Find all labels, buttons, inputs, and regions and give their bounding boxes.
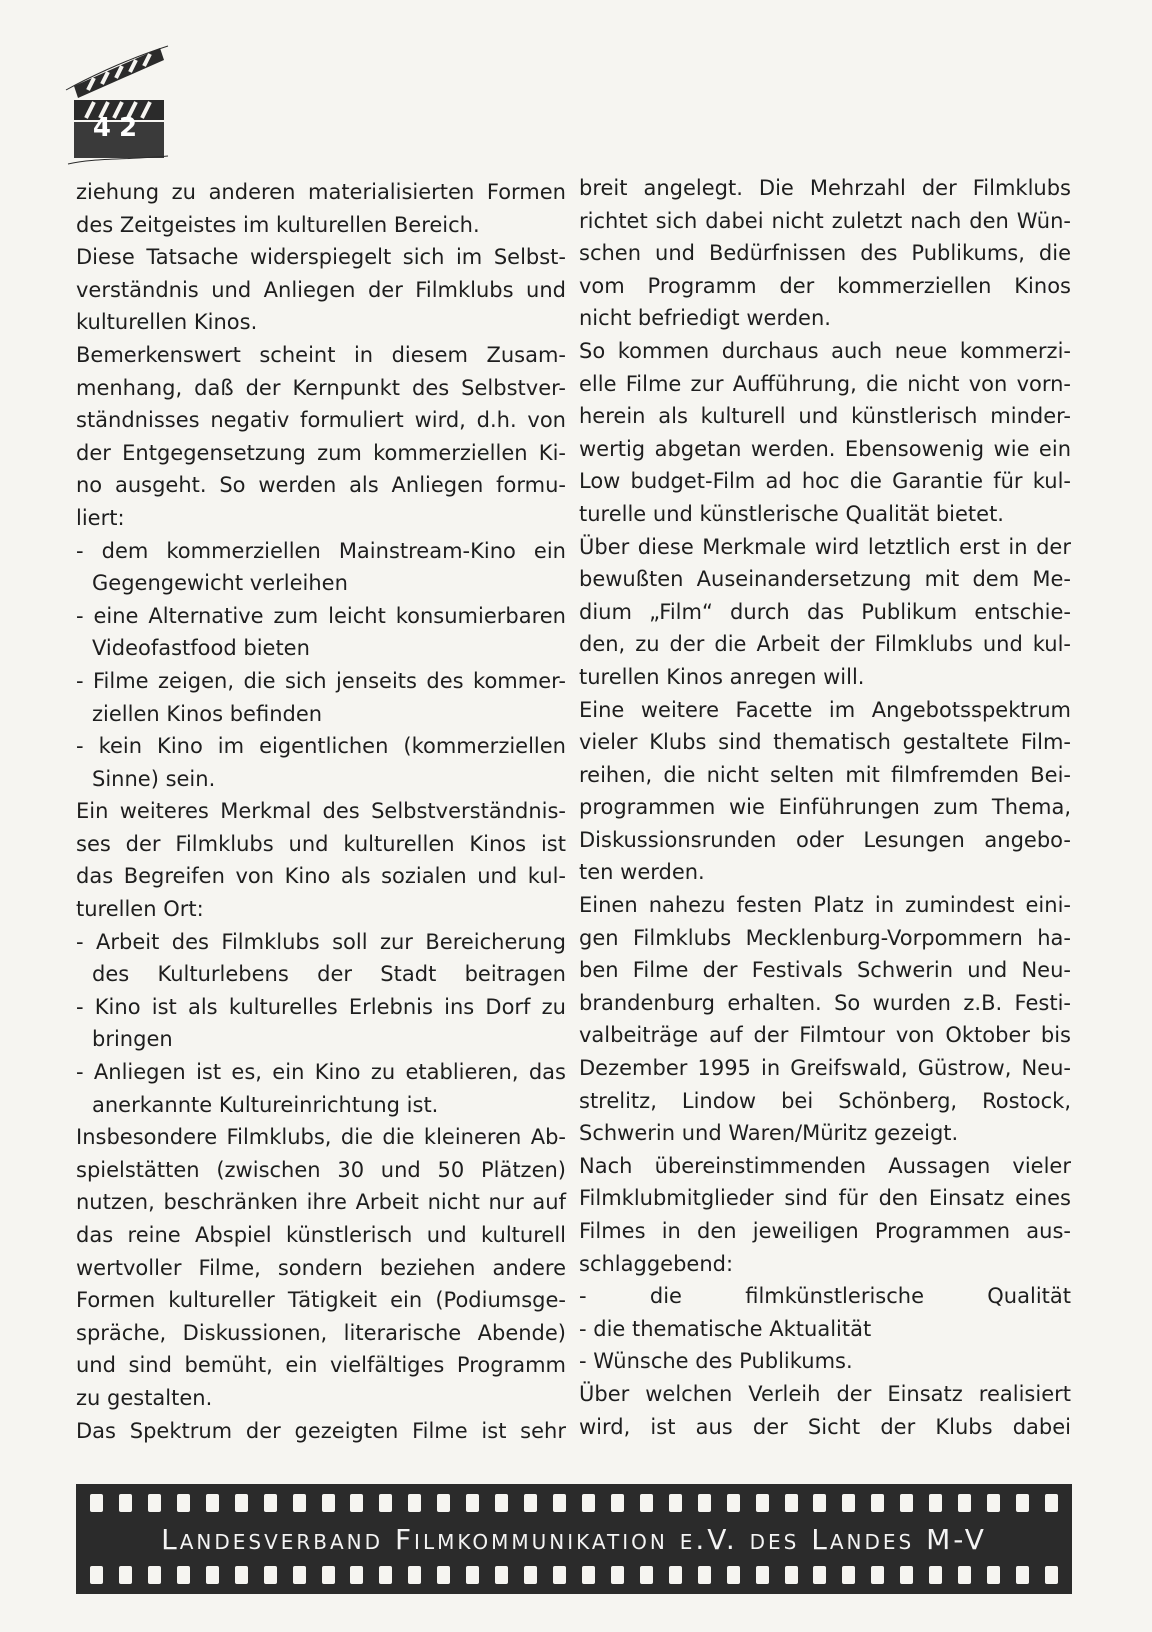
- text-line: kulturellen Kinos.: [76, 310, 258, 335]
- film-hole: [582, 1494, 595, 1512]
- film-hole: [119, 1494, 132, 1512]
- text-line: dium „Film“ durch das Publikum entschie-: [579, 599, 1071, 624]
- text-line: reihen, die nicht selten mit filmfremden Bei-: [579, 762, 1071, 787]
- film-hole: [1016, 1494, 1029, 1512]
- film-hole: [553, 1566, 566, 1584]
- text-line: turelle und künstlerische Qualität bietet.: [579, 501, 1004, 526]
- text-line: So kommen durchaus auch neue kommerzi-: [579, 338, 1071, 363]
- text-line: Filmes in den jeweiligen Programmen aus-: [579, 1219, 1071, 1243]
- text-line: ziehung zu anderen materialisierten Formen: [76, 180, 566, 204]
- film-hole: [119, 1566, 132, 1584]
- film-hole: [813, 1494, 826, 1512]
- text-line: breit angelegt. Die Mehrzahl der Filmklubs: [579, 176, 1071, 200]
- text-line: Über diese Merkmale wird letztlich erst in der: [579, 534, 1071, 559]
- film-hole: [900, 1494, 913, 1512]
- text-line: brandenburg erhalten. So wurden z.B. Festi-: [579, 990, 1071, 1015]
- film-hole: [669, 1566, 682, 1584]
- film-hole: [727, 1566, 740, 1584]
- film-hole: [235, 1566, 248, 1584]
- film-hole: [177, 1494, 190, 1512]
- film-hole: [1045, 1494, 1058, 1512]
- film-hole: [929, 1494, 942, 1512]
- text-line: wird, ist aus der Sicht der Klubs dabei: [579, 1414, 1071, 1439]
- film-hole: [987, 1494, 1000, 1512]
- film-hole: [177, 1566, 190, 1584]
- text-line: strelitz, Lindow bei Schönberg, Rostock,: [579, 1088, 1071, 1113]
- film-hole: [669, 1494, 682, 1512]
- text-line: - Kino ist als kulturelles Erlebnis ins Dorf zu: [76, 994, 566, 1019]
- text-line: Sinne) sein.: [92, 766, 216, 791]
- clapperboard-icon: [64, 30, 174, 170]
- film-hole: [842, 1494, 855, 1512]
- text-line: Bemerkenswert scheint in diesem Zusam-: [76, 342, 566, 367]
- text-line: Diese Tatsache widerspiegelt sich im Selbst-: [76, 245, 566, 270]
- text-line: liert:: [76, 505, 125, 530]
- text-line: vieler Klubs sind thematisch gestaltete Film-: [579, 730, 1071, 755]
- film-hole: [437, 1494, 450, 1512]
- film-hole: [437, 1566, 450, 1584]
- film-hole: [206, 1494, 219, 1512]
- film-hole: [524, 1494, 537, 1512]
- text-line: den, zu der die Arbeit der Filmklubs und kul-: [579, 632, 1071, 657]
- film-hole: [293, 1566, 306, 1584]
- film-hole: [611, 1494, 624, 1512]
- film-hole: [871, 1494, 884, 1512]
- text-line: - eine Alternative zum leicht konsumierbaren: [76, 603, 566, 628]
- film-hole: [582, 1566, 595, 1584]
- film-hole: [466, 1494, 479, 1512]
- text-line: Schwerin und Waren/Müritz gezeigt.: [579, 1121, 959, 1146]
- film-hole: [206, 1566, 219, 1584]
- text-line: schen und Bedürfnissen des Publikums, die: [579, 241, 1071, 266]
- film-hole: [842, 1566, 855, 1584]
- text-line: zu gestalten.: [76, 1385, 213, 1410]
- text-line: das reine Abspiel künstlerisch und kulturell: [76, 1223, 566, 1247]
- text-line: turellen Ort:: [76, 897, 204, 922]
- text-line: spielstätten (zwischen 30 und 50 Plätzen): [76, 1157, 566, 1182]
- film-hole: [871, 1566, 884, 1584]
- text-line: das Begreifen von Kino als sozialen und kul-: [76, 864, 566, 889]
- text-line: - Anliegen ist es, ein Kino zu etablieren, das: [76, 1060, 566, 1085]
- text-line: Eine weitere Facette im Angebotsspektrum: [579, 697, 1071, 722]
- text-line: - dem kommerziellen Mainstream-Kino ein: [76, 538, 566, 563]
- film-hole: [350, 1566, 363, 1584]
- film-hole: [408, 1566, 421, 1584]
- film-hole: [148, 1566, 161, 1584]
- text-line: ziellen Kinos befinden: [92, 701, 323, 726]
- text-line: Über welchen Verleih der Einsatz realisiert: [579, 1381, 1071, 1406]
- text-line: nutzen, beschränken ihre Arbeit nicht nur auf: [76, 1190, 566, 1215]
- text-line: wertig abgetan werden. Ebensowenig wie ein: [579, 436, 1071, 461]
- text-line: Ein weiteres Merkmal des Selbstverständnis-: [76, 799, 566, 824]
- text-line: ständnisses negativ formuliert wird, d.h. von: [76, 408, 566, 433]
- left-column: [76, 176, 566, 1447]
- text-line: verständnis und Anliegen der Filmklubs und: [76, 277, 566, 302]
- text-line: - Wünsche des Publikums.: [579, 1349, 853, 1374]
- film-hole: [408, 1494, 421, 1512]
- text-line: turellen Kinos anregen will.: [579, 664, 865, 689]
- text-line: elle Filme zur Aufführung, die nicht von vorn-: [579, 371, 1071, 396]
- text-line: Low budget-Film ad hoc die Garantie für kul-: [579, 469, 1071, 494]
- film-hole: [495, 1566, 508, 1584]
- film-hole: [958, 1566, 971, 1584]
- film-hole: [813, 1566, 826, 1584]
- film-hole: [495, 1494, 508, 1512]
- film-hole: [350, 1494, 363, 1512]
- text-line: der Entgegensetzung zum kommerziellen Ki-: [76, 440, 566, 465]
- text-line: nicht befriedigt werden.: [579, 306, 831, 331]
- film-hole: [1045, 1566, 1058, 1584]
- film-hole: [785, 1494, 798, 1512]
- film-hole: [756, 1494, 769, 1512]
- film-perforation-top: [90, 1494, 1058, 1512]
- film-hole: [958, 1494, 971, 1512]
- text-line: - Filme zeigen, die sich jenseits des kommer-: [76, 668, 566, 693]
- text-line: Diskussionsrunden oder Lesungen angebo-: [579, 827, 1071, 852]
- text-line: valbeiträge auf der Filmtour von Oktober bis: [579, 1023, 1071, 1048]
- text-line: Videofastfood bieten: [92, 636, 310, 661]
- film-hole: [611, 1566, 624, 1584]
- text-line: ten werden.: [579, 860, 705, 885]
- text-line: wertvoller Filme, sondern beziehen andere: [76, 1255, 566, 1280]
- right-column: [579, 172, 1071, 1443]
- film-hole: [148, 1494, 161, 1512]
- text-line: - Arbeit des Filmklubs soll zur Bereicherung: [76, 929, 566, 954]
- text-line: des Zeitgeistes im kulturellen Bereich.: [76, 212, 480, 237]
- film-hole: [524, 1566, 537, 1584]
- film-hole: [90, 1566, 103, 1584]
- film-hole: [322, 1494, 335, 1512]
- film-hole: [640, 1494, 653, 1512]
- text-line: bewußten Auseinandersetzung mit dem Me-: [579, 567, 1071, 592]
- film-hole: [785, 1566, 798, 1584]
- film-hole: [698, 1566, 711, 1584]
- text-line: schlaggebend:: [579, 1251, 734, 1276]
- text-line: Dezember 1995 in Greifswald, Güstrow, Neu-: [579, 1056, 1071, 1081]
- text-line: und sind bemüht, ein vielfältiges Programm: [76, 1353, 566, 1378]
- text-line: herein als kulturell und künstlerisch minder-: [579, 404, 1071, 429]
- text-line: richtet sich dabei nicht zuletzt nach den Wün-: [579, 208, 1071, 233]
- text-line: des Kulturlebens der Stadt beitragen: [92, 962, 566, 987]
- text-line: programmen wie Einführungen zum Thema,: [579, 795, 1071, 820]
- text-line: - die thematische Aktualität: [579, 1316, 872, 1341]
- film-hole: [235, 1494, 248, 1512]
- text-line: ben Filme der Festivals Schwerin und Neu-: [579, 958, 1071, 983]
- text-line: Einen nahezu festen Platz in zumindest eini-: [579, 893, 1071, 918]
- text-line: gen Filmklubs Mecklenburg-Vorpommern ha-: [579, 925, 1071, 950]
- footer-organization-name: Landesverband Filmkommunikation e.V. des Landes M-V: [161, 1523, 987, 1556]
- film-hole: [727, 1494, 740, 1512]
- text-line: - die filmkünstlerische Qualität: [579, 1284, 1071, 1309]
- film-hole: [756, 1566, 769, 1584]
- text-line: bringen: [92, 1027, 173, 1052]
- text-line: anerkannte Kultureinrichtung ist.: [92, 1092, 439, 1117]
- film-hole: [1016, 1566, 1029, 1584]
- text-line: ses der Filmklubs und kulturellen Kinos ist: [76, 831, 566, 856]
- text-line: Das Spektrum der gezeigten Filme ist sehr: [76, 1418, 566, 1443]
- film-hole: [929, 1566, 942, 1584]
- film-hole: [987, 1566, 1000, 1584]
- page-number: 42: [92, 113, 146, 143]
- film-hole: [379, 1494, 392, 1512]
- film-hole: [466, 1566, 479, 1584]
- film-strip-footer: [76, 1484, 1072, 1594]
- film-hole: [379, 1566, 392, 1584]
- text-line: vom Programm der kommerziellen Kinos: [579, 273, 1071, 298]
- text-line: Formen kultureller Tätigkeit ein (Podiumsge-: [76, 1288, 566, 1313]
- film-hole: [322, 1566, 335, 1584]
- text-line: no ausgeht. So werden als Anliegen formu-: [76, 473, 566, 498]
- film-hole: [900, 1566, 913, 1584]
- text-line: Gegengewicht verleihen: [92, 571, 348, 596]
- film-hole: [90, 1494, 103, 1512]
- film-hole: [293, 1494, 306, 1512]
- text-line: menhang, daß der Kernpunkt des Selbstver-: [76, 375, 566, 400]
- text-line: Nach übereinstimmenden Aussagen vieler: [579, 1153, 1071, 1178]
- film-perforation-bottom: [90, 1566, 1058, 1584]
- film-hole: [264, 1494, 277, 1512]
- text-line: spräche, Diskussionen, literarische Abende): [76, 1320, 566, 1345]
- text-line: Filmklubmitglieder sind für den Einsatz eines: [579, 1186, 1071, 1211]
- text-line: - kein Kino im eigentlichen (kommerziellen: [76, 734, 566, 759]
- film-hole: [640, 1566, 653, 1584]
- film-hole: [264, 1566, 277, 1584]
- text-line: Insbesondere Filmklubs, die die kleineren Ab-: [76, 1125, 566, 1150]
- film-hole: [553, 1494, 566, 1512]
- film-hole: [698, 1494, 711, 1512]
